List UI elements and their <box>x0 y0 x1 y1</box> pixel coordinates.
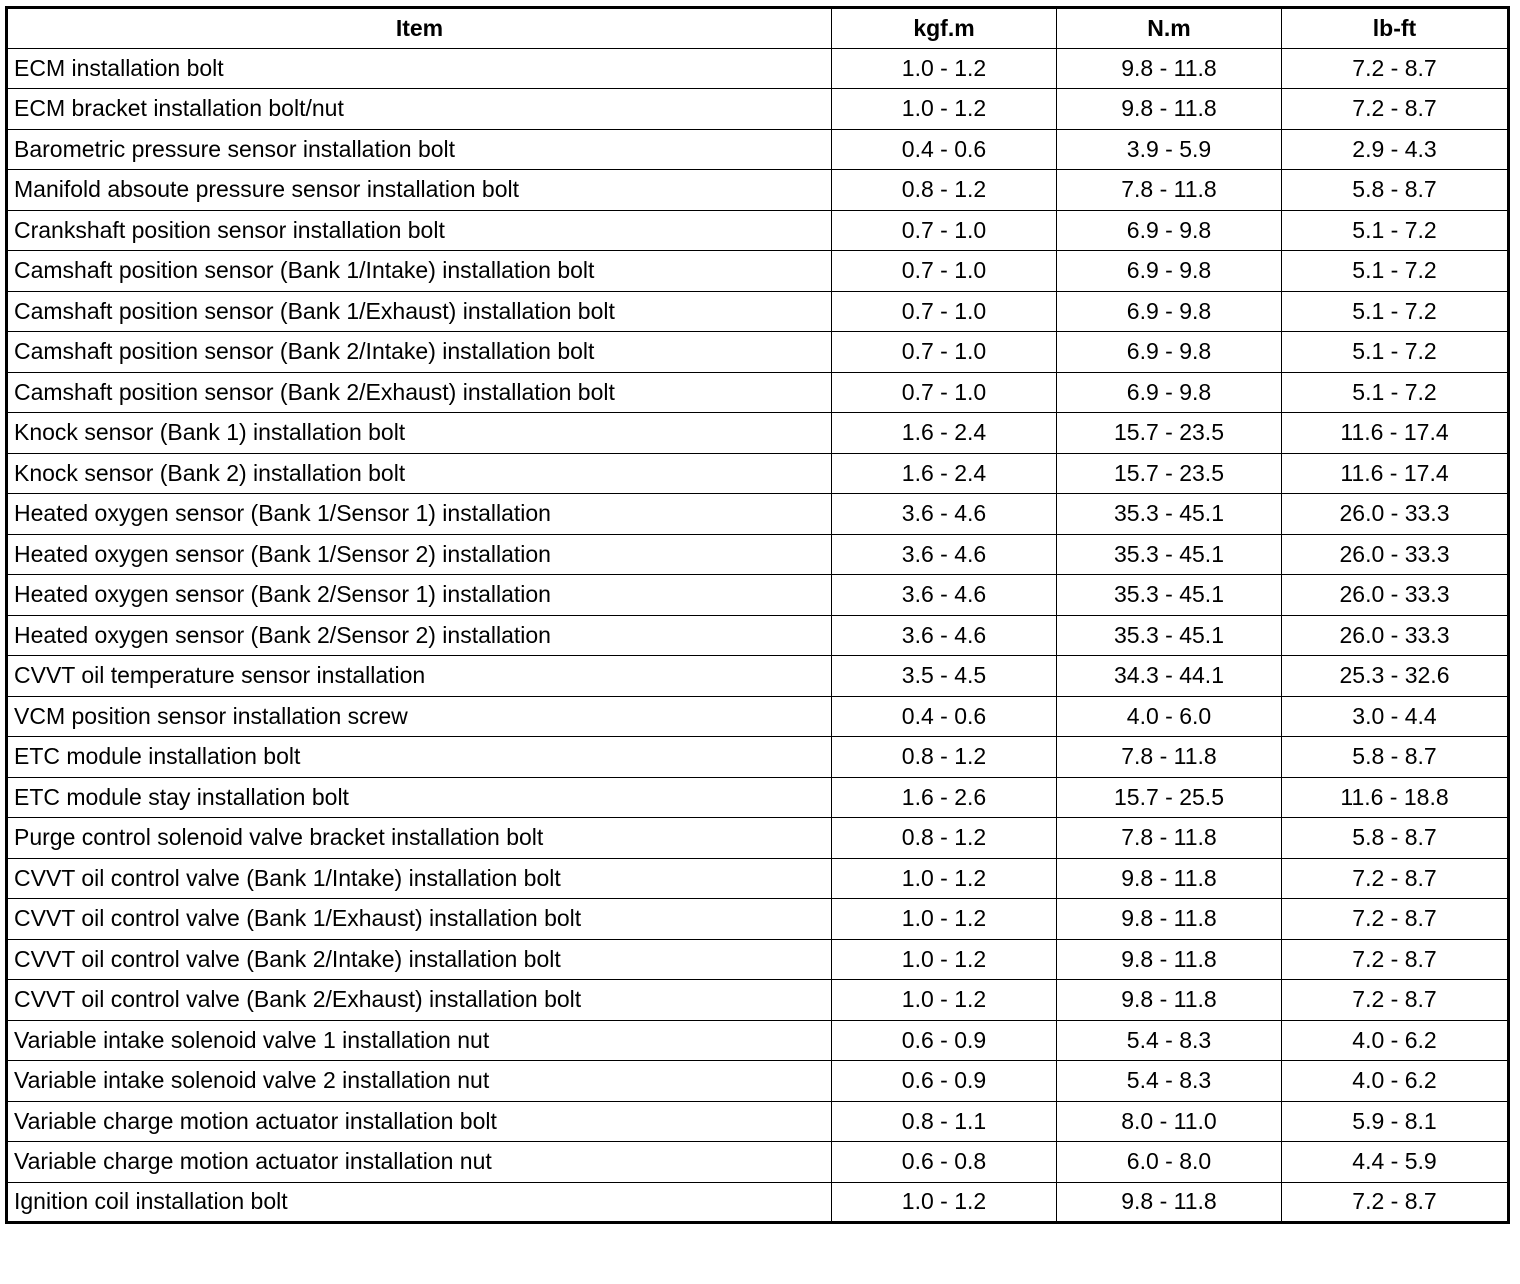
cell-item: Barometric pressure sensor installation bolt <box>7 129 832 170</box>
cell-item: VCM position sensor installation screw <box>7 696 832 737</box>
cell-lb-ft: 7.2 - 8.7 <box>1282 980 1509 1021</box>
table-row <box>7 818 1509 859</box>
cell-item: Camshaft position sensor (Bank 1/Intake) installation bolt <box>7 251 832 292</box>
header-item: Item <box>7 8 832 49</box>
cell-kgf-m: 0.7 - 1.0 <box>832 251 1057 292</box>
table-row <box>7 939 1509 980</box>
cell-item: ECM bracket installation bolt/nut <box>7 89 832 130</box>
cell-n-m: 4.0 - 6.0 <box>1057 696 1282 737</box>
cell-n-m: 6.9 - 9.8 <box>1057 210 1282 251</box>
cell-kgf-m: 0.6 - 0.9 <box>832 1020 1057 1061</box>
cell-kgf-m: 0.7 - 1.0 <box>832 291 1057 332</box>
cell-kgf-m: 0.4 - 0.6 <box>832 696 1057 737</box>
table-row <box>7 210 1509 251</box>
cell-item: Heated oxygen sensor (Bank 1/Sensor 2) installation <box>7 534 832 575</box>
table-row <box>7 737 1509 778</box>
cell-item: Variable charge motion actuator installation bolt <box>7 1101 832 1142</box>
cell-lb-ft: 7.2 - 8.7 <box>1282 1182 1509 1223</box>
table-row <box>7 1182 1509 1223</box>
cell-n-m: 15.7 - 23.5 <box>1057 413 1282 454</box>
table-body <box>7 48 1509 1223</box>
cell-item: ETC module stay installation bolt <box>7 777 832 818</box>
cell-lb-ft: 7.2 - 8.7 <box>1282 899 1509 940</box>
torque-spec-table <box>5 6 1510 1224</box>
cell-kgf-m: 1.6 - 2.6 <box>832 777 1057 818</box>
cell-n-m: 5.4 - 8.3 <box>1057 1061 1282 1102</box>
cell-kgf-m: 1.0 - 1.2 <box>832 899 1057 940</box>
cell-kgf-m: 1.0 - 1.2 <box>832 1182 1057 1223</box>
cell-n-m: 7.8 - 11.8 <box>1057 737 1282 778</box>
cell-lb-ft: 5.1 - 7.2 <box>1282 251 1509 292</box>
cell-kgf-m: 0.7 - 1.0 <box>832 210 1057 251</box>
cell-lb-ft: 25.3 - 32.6 <box>1282 656 1509 697</box>
cell-kgf-m: 1.0 - 1.2 <box>832 858 1057 899</box>
cell-n-m: 7.8 - 11.8 <box>1057 170 1282 211</box>
cell-lb-ft: 4.0 - 6.2 <box>1282 1020 1509 1061</box>
cell-item: ETC module installation bolt <box>7 737 832 778</box>
cell-n-m: 9.8 - 11.8 <box>1057 980 1282 1021</box>
cell-lb-ft: 7.2 - 8.7 <box>1282 89 1509 130</box>
header-n-m: N.m <box>1057 8 1282 49</box>
cell-n-m: 35.3 - 45.1 <box>1057 575 1282 616</box>
cell-item: Heated oxygen sensor (Bank 2/Sensor 2) installation <box>7 615 832 656</box>
cell-kgf-m: 1.6 - 2.4 <box>832 453 1057 494</box>
table-row <box>7 696 1509 737</box>
table-row <box>7 332 1509 373</box>
cell-kgf-m: 3.6 - 4.6 <box>832 615 1057 656</box>
cell-n-m: 9.8 - 11.8 <box>1057 899 1282 940</box>
cell-n-m: 6.0 - 8.0 <box>1057 1142 1282 1183</box>
cell-lb-ft: 11.6 - 18.8 <box>1282 777 1509 818</box>
cell-kgf-m: 0.4 - 0.6 <box>832 129 1057 170</box>
cell-item: Camshaft position sensor (Bank 2/Exhaust) installation bolt <box>7 372 832 413</box>
cell-kgf-m: 0.6 - 0.8 <box>832 1142 1057 1183</box>
cell-n-m: 6.9 - 9.8 <box>1057 332 1282 373</box>
cell-item: Variable intake solenoid valve 1 installation nut <box>7 1020 832 1061</box>
cell-kgf-m: 0.8 - 1.2 <box>832 737 1057 778</box>
cell-item: CVVT oil control valve (Bank 2/Exhaust) installation bolt <box>7 980 832 1021</box>
cell-kgf-m: 1.0 - 1.2 <box>832 48 1057 89</box>
cell-lb-ft: 2.9 - 4.3 <box>1282 129 1509 170</box>
table-row <box>7 291 1509 332</box>
cell-kgf-m: 1.0 - 1.2 <box>832 980 1057 1021</box>
cell-item: CVVT oil temperature sensor installation <box>7 656 832 697</box>
cell-lb-ft: 5.8 - 8.7 <box>1282 818 1509 859</box>
table-row <box>7 48 1509 89</box>
cell-kgf-m: 3.5 - 4.5 <box>832 656 1057 697</box>
table-row <box>7 89 1509 130</box>
cell-lb-ft: 26.0 - 33.3 <box>1282 575 1509 616</box>
table-row <box>7 413 1509 454</box>
cell-n-m: 6.9 - 9.8 <box>1057 251 1282 292</box>
table-row <box>7 615 1509 656</box>
cell-n-m: 34.3 - 44.1 <box>1057 656 1282 697</box>
cell-n-m: 35.3 - 45.1 <box>1057 534 1282 575</box>
cell-n-m: 3.9 - 5.9 <box>1057 129 1282 170</box>
table-row <box>7 129 1509 170</box>
cell-n-m: 6.9 - 9.8 <box>1057 372 1282 413</box>
cell-lb-ft: 5.8 - 8.7 <box>1282 737 1509 778</box>
cell-kgf-m: 0.7 - 1.0 <box>832 332 1057 373</box>
cell-item: Crankshaft position sensor installation bolt <box>7 210 832 251</box>
cell-lb-ft: 11.6 - 17.4 <box>1282 453 1509 494</box>
cell-lb-ft: 5.1 - 7.2 <box>1282 332 1509 373</box>
cell-kgf-m: 1.6 - 2.4 <box>832 413 1057 454</box>
cell-item: Heated oxygen sensor (Bank 1/Sensor 1) installation <box>7 494 832 535</box>
cell-n-m: 35.3 - 45.1 <box>1057 494 1282 535</box>
cell-kgf-m: 0.8 - 1.2 <box>832 170 1057 211</box>
cell-kgf-m: 1.0 - 1.2 <box>832 939 1057 980</box>
table-row <box>7 1061 1509 1102</box>
cell-item: Manifold absoute pressure sensor installation bolt <box>7 170 832 211</box>
table-row <box>7 899 1509 940</box>
cell-item: CVVT oil control valve (Bank 1/Intake) installation bolt <box>7 858 832 899</box>
header-row <box>7 8 1509 49</box>
cell-lb-ft: 7.2 - 8.7 <box>1282 48 1509 89</box>
cell-item: Ignition coil installation bolt <box>7 1182 832 1223</box>
table-row <box>7 453 1509 494</box>
table-row <box>7 656 1509 697</box>
cell-kgf-m: 3.6 - 4.6 <box>832 494 1057 535</box>
cell-lb-ft: 7.2 - 8.7 <box>1282 858 1509 899</box>
cell-lb-ft: 3.0 - 4.4 <box>1282 696 1509 737</box>
cell-n-m: 9.8 - 11.8 <box>1057 858 1282 899</box>
cell-kgf-m: 0.8 - 1.2 <box>832 818 1057 859</box>
cell-lb-ft: 26.0 - 33.3 <box>1282 615 1509 656</box>
cell-lb-ft: 5.1 - 7.2 <box>1282 210 1509 251</box>
cell-lb-ft: 5.1 - 7.2 <box>1282 291 1509 332</box>
table-row <box>7 777 1509 818</box>
cell-n-m: 15.7 - 23.5 <box>1057 453 1282 494</box>
cell-kgf-m: 0.7 - 1.0 <box>832 372 1057 413</box>
cell-item: Camshaft position sensor (Bank 2/Intake) installation bolt <box>7 332 832 373</box>
table-row <box>7 1142 1509 1183</box>
cell-item: ECM installation bolt <box>7 48 832 89</box>
cell-lb-ft: 5.9 - 8.1 <box>1282 1101 1509 1142</box>
cell-lb-ft: 7.2 - 8.7 <box>1282 939 1509 980</box>
cell-n-m: 9.8 - 11.8 <box>1057 48 1282 89</box>
table-row <box>7 251 1509 292</box>
cell-item: Heated oxygen sensor (Bank 2/Sensor 1) installation <box>7 575 832 616</box>
cell-item: Camshaft position sensor (Bank 1/Exhaust) installation bolt <box>7 291 832 332</box>
table-row <box>7 1101 1509 1142</box>
table-row <box>7 980 1509 1021</box>
table-row <box>7 1020 1509 1061</box>
cell-n-m: 7.8 - 11.8 <box>1057 818 1282 859</box>
cell-kgf-m: 3.6 - 4.6 <box>832 534 1057 575</box>
table-row <box>7 170 1509 211</box>
cell-lb-ft: 26.0 - 33.3 <box>1282 534 1509 575</box>
cell-kgf-m: 0.6 - 0.9 <box>832 1061 1057 1102</box>
header-kgf-m: kgf.m <box>832 8 1057 49</box>
cell-item: Knock sensor (Bank 2) installation bolt <box>7 453 832 494</box>
cell-n-m: 9.8 - 11.8 <box>1057 939 1282 980</box>
cell-item: Knock sensor (Bank 1) installation bolt <box>7 413 832 454</box>
cell-n-m: 5.4 - 8.3 <box>1057 1020 1282 1061</box>
cell-kgf-m: 1.0 - 1.2 <box>832 89 1057 130</box>
cell-n-m: 35.3 - 45.1 <box>1057 615 1282 656</box>
cell-lb-ft: 4.0 - 6.2 <box>1282 1061 1509 1102</box>
cell-lb-ft: 26.0 - 33.3 <box>1282 494 1509 535</box>
cell-item: Purge control solenoid valve bracket installation bolt <box>7 818 832 859</box>
cell-kgf-m: 0.8 - 1.1 <box>832 1101 1057 1142</box>
cell-item: CVVT oil control valve (Bank 1/Exhaust) installation bolt <box>7 899 832 940</box>
header-lb-ft: lb-ft <box>1282 8 1509 49</box>
cell-lb-ft: 4.4 - 5.9 <box>1282 1142 1509 1183</box>
cell-kgf-m: 3.6 - 4.6 <box>832 575 1057 616</box>
table-row <box>7 575 1509 616</box>
cell-n-m: 9.8 - 11.8 <box>1057 1182 1282 1223</box>
cell-item: Variable charge motion actuator installation nut <box>7 1142 832 1183</box>
cell-n-m: 15.7 - 25.5 <box>1057 777 1282 818</box>
cell-lb-ft: 11.6 - 17.4 <box>1282 413 1509 454</box>
table-row <box>7 858 1509 899</box>
cell-n-m: 6.9 - 9.8 <box>1057 291 1282 332</box>
cell-n-m: 9.8 - 11.8 <box>1057 89 1282 130</box>
cell-lb-ft: 5.1 - 7.2 <box>1282 372 1509 413</box>
cell-item: CVVT oil control valve (Bank 2/Intake) installation bolt <box>7 939 832 980</box>
cell-item: Variable intake solenoid valve 2 installation nut <box>7 1061 832 1102</box>
cell-lb-ft: 5.8 - 8.7 <box>1282 170 1509 211</box>
table-row <box>7 534 1509 575</box>
cell-n-m: 8.0 - 11.0 <box>1057 1101 1282 1142</box>
table-row <box>7 372 1509 413</box>
table-row <box>7 494 1509 535</box>
